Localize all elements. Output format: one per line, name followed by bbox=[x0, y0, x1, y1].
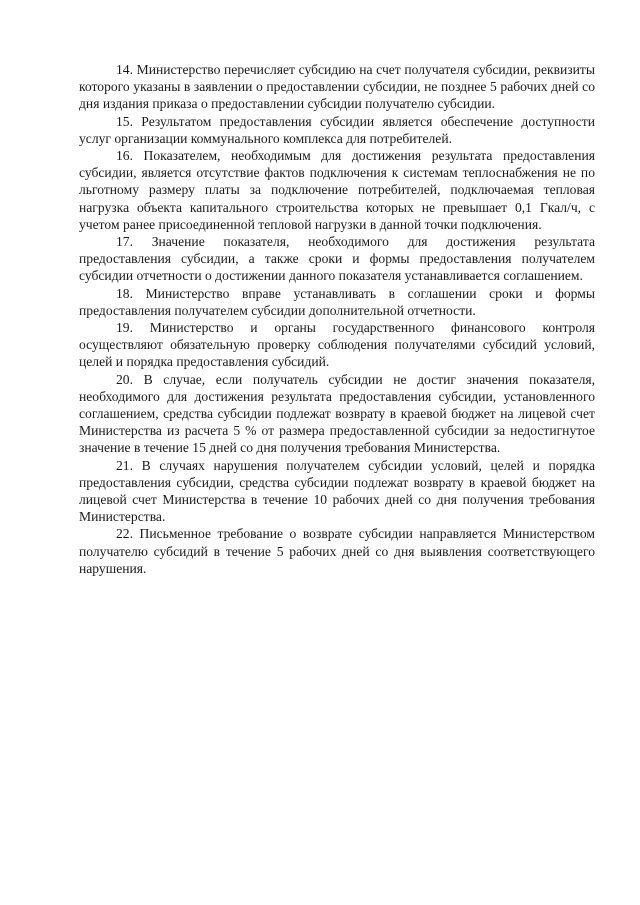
paragraph-15: 15. Результатом предоставления субсидии является обеспечение доступности услуг организации коммунального комплекса для потребителей. bbox=[79, 113, 595, 146]
paragraph-21: 21. В случаях нарушения получателем субсидии условий, целей и порядка предоставления субсидии, средства субсидии подлежат возврату в краевой бюджет на лицевой счет Министерства в течение 10 рабочих дней со дня получения требования Министерства. bbox=[79, 457, 595, 525]
document-body bbox=[79, 61, 595, 577]
paragraph-20: 20. В случае, если получатель субсидии не достиг значения показателя, необходимого для достижения результата предоставления субсидии, установленного соглашением, средства субсидии подлежат возврату в краевой бюджет на лицевой счет Министерства из расчета 5 % от размера предоставленной субсидии за недостигнутое значение в течение 15 дней со дня получения требования Министерства. bbox=[79, 371, 595, 456]
paragraph-14: 14. Министерство перечисляет субсидию на счет получателя субсидии, реквизиты которого указаны в заявлении о предоставлении субсидии, не позднее 5 рабочих дней со дня издания приказа о предоставлении субсидии получателю субсидии. bbox=[79, 62, 595, 112]
paragraph-22: 22. Письменное требование о возврате субсидии направляется Министерством получателю субсидий в течение 5 рабочих дней со дня выявления соответствующего нарушения. bbox=[79, 526, 595, 576]
paragraph-18: 18. Министерство вправе устанавливать в соглашении сроки и формы предоставления получателем субсидии дополнительной отчетности. bbox=[79, 285, 595, 318]
paragraph-16: 16. Показателем, необходимым для достижения результата предоставления субсидии, является отсутствие фактов подключения к системам теплоснабжения не по льготному размеру платы за подключение потребителей, подключаемая тепловая нагрузка объекта капитального строительства которых не превышает 0,1 Гкал/ч, с учетом ранее присоединенной тепловой нагрузки в данной точки подключения. bbox=[79, 148, 595, 232]
paragraph-17: 17. Значение показателя, необходимого для достижения результата предоставления субсидии, а также сроки и формы предоставления получателем субсидии отчетности о достижении данного показателя устанавливается соглашением. bbox=[79, 234, 595, 284]
paragraph-19: 19. Министерство и органы государственного финансового контроля осуществляют обязательную проверку соблюдения получателями субсидий условий, целей и порядка предоставления субсидий. bbox=[79, 320, 595, 370]
